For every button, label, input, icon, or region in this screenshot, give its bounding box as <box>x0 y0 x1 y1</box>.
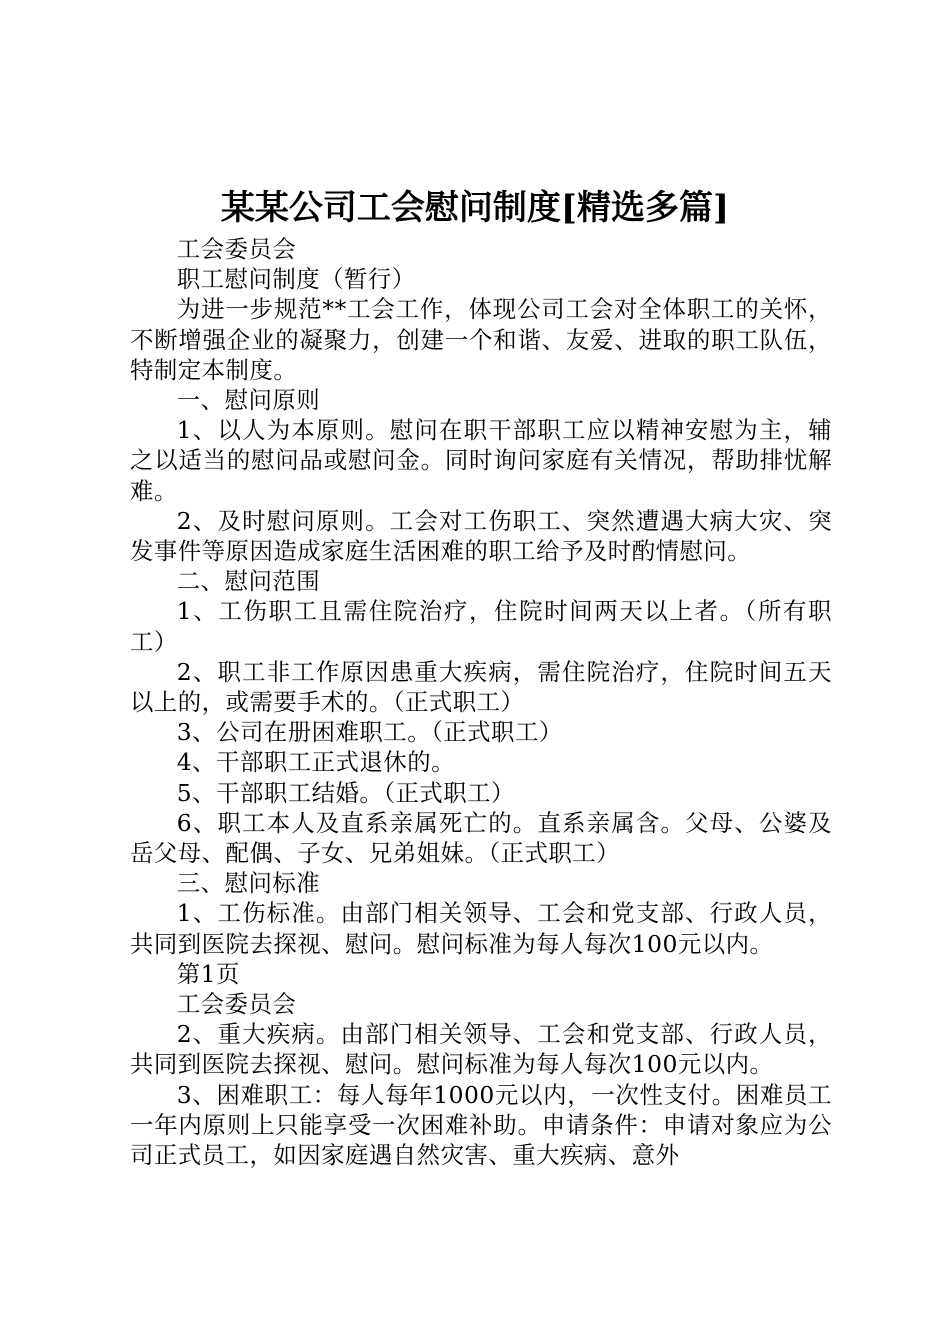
paragraph-scope-4: 4、干部职工正式退休的。 <box>176 748 455 777</box>
paragraph-scope-5: 5、干部职工结婚。（正式职工） <box>176 778 515 807</box>
paragraph-standard-3: 3、困难职工：每人每年1000元以内，一次性支付。困难员工一年内原则上只能享受一次困难补助。申请条件：申请对象应为公司正式员工，如因家庭遇自然灾害、重大疾病、意外 <box>130 1080 832 1170</box>
paragraph-principle-1: 1、以人为本原则。慰问在职干部职工应以精神安慰为主，辅之以适当的慰问品或慰问金。同时询问家庭有关情况，帮助排忧解难。 <box>130 416 832 505</box>
paragraph-standard-1: 1、工伤标准。由部门相关领导、工会和党支部、行政人员，共同到医院去探视、慰问。慰问标准为每人每次100元以内。 <box>130 899 832 958</box>
paragraph-scope-6: 6、职工本人及直系亲属死亡的。直系亲属含。父母、公婆及岳父母、配偶、子女、兄弟姐妹。（正式职工） <box>130 808 832 868</box>
paragraph-policy-name: 职工慰问制度（暂行） <box>176 265 416 294</box>
section-heading-principles: 一、慰问原则 <box>176 386 321 415</box>
paragraph-scope-2: 2、职工非工作原因患重大疾病，需住院治疗，住院时间五天以上的，或需要手术的。（正式职工） <box>130 657 832 717</box>
paragraph-intro: 为进一步规范**工会工作，体现公司工会对全体职工的关怀，不断增强企业的凝聚力，创建一个和谐、友爱、进取的职工队伍，特制定本制度。 <box>130 295 832 384</box>
section-heading-scope: 二、慰问范围 <box>176 567 321 596</box>
document-title: 某某公司工会慰问制度[精选多篇] <box>220 188 730 228</box>
page-number: 第1页 <box>176 959 240 988</box>
paragraph-principle-2: 2、及时慰问原则。工会对工伤职工、突然遭遇大病大灾、突发事件等原因造成家庭生活困难的职工给予及时酌情慰问。 <box>130 506 832 566</box>
paragraph-committee-header: 工会委员会 <box>176 235 297 263</box>
paragraph-scope-1: 1、工伤职工且需住院治疗，住院时间两天以上者。（所有职工） <box>130 597 832 656</box>
document-body <box>130 234 832 1170</box>
paragraph-committee-header-2: 工会委员会 <box>176 990 297 1019</box>
paragraph-scope-3: 3、公司在册困难职工。（正式职工） <box>176 718 563 747</box>
section-heading-standards: 三、慰问标准 <box>176 869 321 898</box>
paragraph-standard-2: 2、重大疾病。由部门相关领导、工会和党支部、行政人员，共同到医院去探视、慰问。慰问标准为每人每次100元以内。 <box>130 1020 832 1079</box>
